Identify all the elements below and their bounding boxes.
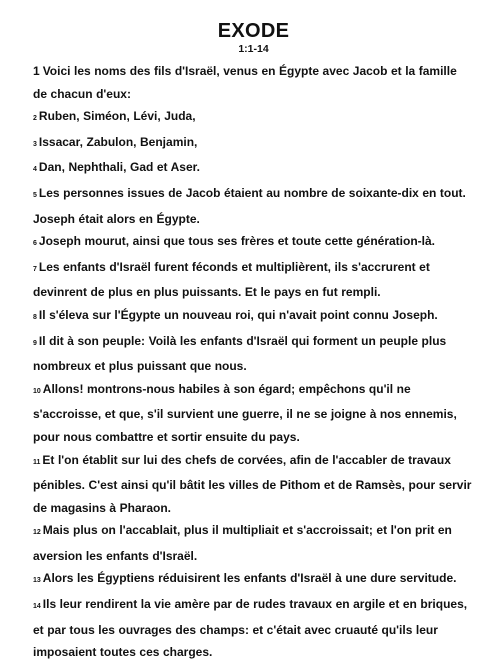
verse [33, 519, 474, 567]
verse-number: 13 [33, 577, 41, 585]
chapter-reference: 1:1-14 [238, 43, 269, 55]
verse-text: Les enfants d'Israël furent féconds et multiplièrent, ils s'accrurent et devinrent de plus en plus puissants. Et le pays en fut rempli. [33, 259, 430, 300]
verse-number: 5 [33, 191, 37, 199]
verse-text: Les personnes issues de Jacob étaient au nombre de soixante-dix en tout. Joseph était alors en Égypte. [33, 185, 466, 226]
verse [33, 105, 474, 131]
verse-number: 4 [33, 166, 37, 174]
verse-text: Dan, Nephthali, Gad et Aser. [38, 160, 200, 175]
verse-number: 3 [33, 140, 37, 148]
verse-number: 1 [33, 64, 40, 78]
verse [33, 567, 474, 593]
verse-list [33, 60, 474, 664]
verse-text: Issacar, Zabulon, Benjamin, [38, 134, 198, 149]
verse [33, 304, 474, 330]
verse-text: Voici les noms des fils d'Israël, venus en Égypte avec Jacob et la famille de chacun d'eux: [33, 64, 457, 101]
verse-text: Il dit à son peuple: Voilà les enfants d'Israël qui forment un peuple plus nombreux et plus puissant que nous. [33, 333, 447, 374]
verse [33, 378, 474, 449]
verse [33, 593, 474, 664]
verse-number: 8 [33, 313, 37, 321]
verse-number: 2 [33, 115, 37, 123]
verse-number: 14 [33, 603, 41, 611]
verse-text: Et l'on établit sur lui des chefs de corvées, afin de l'accabler de travaux pénibles. C'est ainsi qu'il bâtit les villes de Pithom et de Ramsès, pour servir de magasins à Pharaon. [33, 452, 472, 515]
verse [33, 256, 474, 304]
verse-number: 10 [33, 387, 41, 395]
verse-text: Ruben, Siméon, Lévi, Juda, [38, 109, 196, 124]
verse-text: Alors les Égyptiens réduisirent les enfants d'Israël à une dure servitude. [42, 571, 457, 586]
verse [33, 182, 474, 230]
page-title: EXODE [217, 20, 290, 42]
verse-text: Il s'éleva sur l'Égypte un nouveau roi, qui n'avait point connu Joseph. [38, 307, 438, 322]
verse [33, 230, 474, 256]
verse [33, 156, 474, 182]
verse-number: 9 [33, 339, 37, 347]
verse-number: 12 [33, 529, 41, 537]
verse-text: Mais plus on l'accablait, plus il multipliait et s'accroissait; et l'on prit en aversion les enfants d'Israël. [33, 523, 452, 563]
verse [33, 449, 474, 520]
verse [33, 330, 474, 378]
verse [33, 131, 474, 157]
verse-number: 6 [33, 240, 37, 248]
verse-text: Allons! montrons-nous habiles à son égard; empêchons qu'il ne s'accroisse, et que, s'il survient une guerre, il ne se joigne à nos ennemis, pour nous combattre et sortir ensuite du pays. [33, 381, 457, 444]
verse-text: Joseph mourut, ainsi que tous ses frères et toute cette génération-là. [38, 234, 435, 249]
verse [33, 60, 474, 105]
verse-text: Ils leur rendirent la vie amère par de rudes travaux en argile et en briques, et par tous les ouvrages des champs: et c'était avec cruauté qu'ils leur imposaient toutes ces charges. [33, 597, 468, 660]
verse-number: 11 [33, 458, 41, 466]
verse-number: 7 [33, 265, 37, 273]
